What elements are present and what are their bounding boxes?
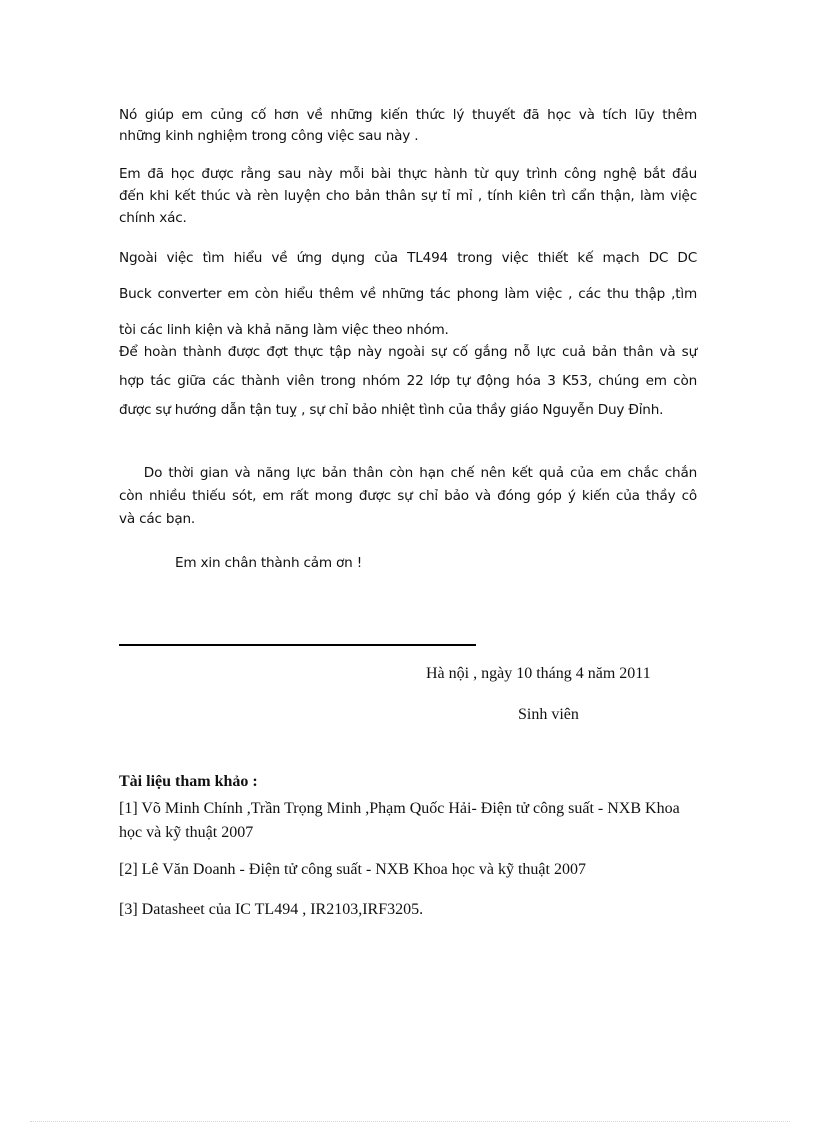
paragraph-acknowledgement [119, 338, 697, 425]
text-line: được sự hướng dẫn tận tuỵ , sự chỉ bảo nhiệt tình của thầy giáo Nguyễn Duy Đỉnh. [119, 402, 664, 418]
text-line: chính xác. [119, 210, 187, 226]
text-line: Để hoàn thành được đợt thực tập này ngoài sự cố gắng nỗ lực cuả bản thân và sự [119, 344, 697, 360]
page-bottom-divider [30, 1121, 790, 1122]
text-line: tòi các linh kiện và khả năng làm việc theo nhóm. [119, 322, 449, 338]
text-line: còn nhiều thiếu sót, em rất mong được sự chỉ bảo và đóng góp ý kiến của thầy cô [119, 488, 697, 504]
text-line: và các bạn. [119, 511, 195, 527]
paragraph-limitations [119, 462, 697, 531]
text-line: Buck converter em còn hiểu thêm về những tác phong làm việc , các thu thập ,tìm [119, 286, 697, 302]
reference-item: [3] Datasheet của IC TL494 , IR2103,IRF3205. [119, 901, 424, 918]
signature-date: Hà nội , ngày 10 tháng 4 năm 2011 [426, 665, 651, 682]
reference-item: [2] Lê Văn Doanh - Điện tử công suất - NXB Khoa học và kỹ thuật 2007 [119, 861, 586, 878]
signature-role: Sinh viên [518, 706, 579, 723]
text-line: hợp tác giữa các thành viên trong nhóm 22 lớp tự động hóa 3 K53, chúng em còn [119, 373, 697, 389]
text-line: đến khi kết thúc và rèn luyện cho bản thân sự tỉ mỉ , tính kiên trì cẩn thận, làm việc [119, 188, 697, 204]
text-line: Ngoài việc tìm hiểu về ứng dụng của TL494 trong việc thiết kế mạch DC DC [119, 250, 697, 266]
references-heading: Tài liệu tham khảo : [119, 773, 258, 790]
horizontal-rule [119, 644, 476, 646]
paragraph-practice [119, 163, 697, 229]
text-line: Do thời gian và năng lực bản thân còn hạn chế nên kết quả của em chắc chắn [119, 465, 697, 481]
thanks-line: Em xin chân thành cảm ơn ! [175, 555, 362, 571]
text-line: những kinh nghiệm trong công việc sau này . [119, 128, 419, 144]
reference-item: [1] Võ Minh Chính ,Trần Trọng Minh ,Phạm Quốc Hải- Điện tử công suất - NXB Khoa học và kỹ thuật 2007 [119, 800, 680, 841]
paragraph-tl494 [119, 240, 697, 348]
text-line: Em đã học được rằng sau này mỗi bài thực hành từ quy trình công nghệ bắt đầu [119, 166, 697, 182]
text-line: Nó giúp em củng cố hơn về những kiến thức lý thuyết đã học và tích lũy thêm [119, 107, 697, 123]
paragraph-learning [119, 105, 697, 147]
